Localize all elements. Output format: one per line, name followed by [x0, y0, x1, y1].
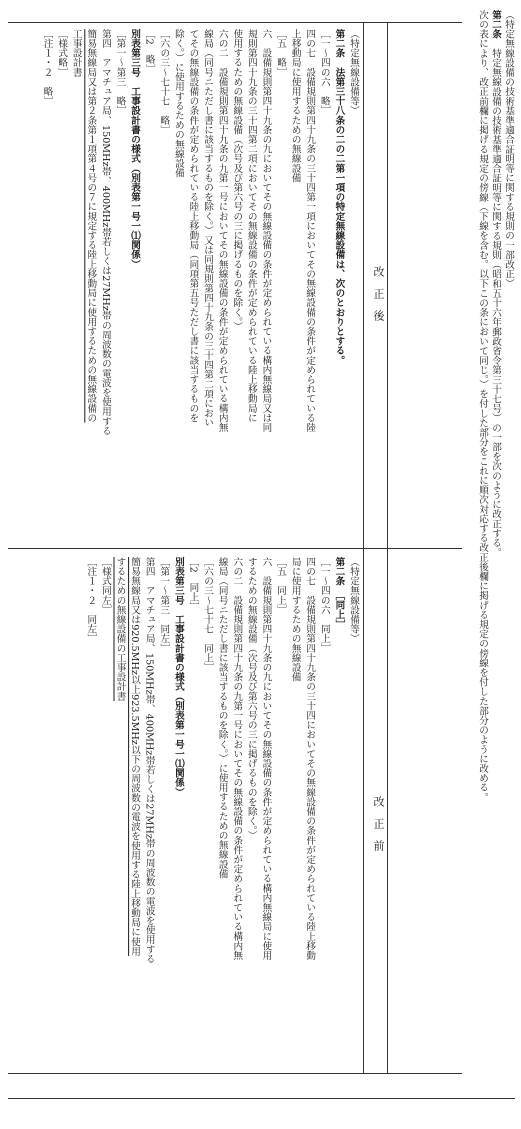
article-label: 第二条: [490, 10, 501, 39]
header-after: 改 正 後: [372, 265, 385, 321]
before-line: ［様式同左］: [99, 557, 111, 615]
before-column: [8, 557, 360, 1065]
after-line: ［六の三〜七十七 略］: [158, 29, 170, 135]
after-line: 簡易無線局又は第２条第１項第４号の７に規定する陸上移動局に使用するための無線設備の: [85, 29, 97, 423]
before-line: 四の七 設備規則第四十九条の三十四においてその無線設備の条件が定められている陸上移動: [304, 557, 316, 961]
intro-article: [489, 10, 502, 1070]
after-line: 工事設計書: [70, 29, 82, 77]
after-line: てその無線設備の条件が定められている陸上移動局（同項第五号ただし書に該当するものを: [187, 29, 199, 423]
page-bottom-rule: [8, 1098, 515, 1099]
intro-block: [459, 10, 515, 1070]
after-line: ［五 略］: [275, 29, 287, 77]
after-line: ［様式略］: [56, 29, 68, 77]
intro-instruction: 次の表により、改正前欄に掲げる規定の傍線（下線を含む。以下この条において同じ。）を付した部分をこれに順次対応する改正後欄に掲げる規定の傍線を付した部分のように改める。: [477, 10, 488, 802]
after-line: 上移動局に使用するための無線設備: [289, 29, 301, 183]
before-line: 局に使用するための無線設備: [289, 557, 301, 682]
before-line: するための無線設備の工事設計書: [114, 557, 126, 701]
before-line: 簡易無線局又は920.5MHz以上923.5MHz以下の周波数の電波を使用する陸上移動局に使用: [129, 557, 141, 957]
after-line: ［2 略］: [143, 29, 155, 74]
before-line: するための無線設備（次号及び第六号の三に掲げるものを除く。）: [245, 557, 257, 841]
before-line: 第四 アマチュア局、150MHz帯、400MHz帯若しくは27MHz帯の周波数の電波を使用する: [143, 557, 155, 964]
after-line: 除く。）に使用するための無線設備: [172, 29, 184, 178]
after-line: （特定無線設備等）: [348, 29, 359, 116]
before-line: 六の二 設備規則第四十九条の九第一号においてその無線設備の条件が定められている構内無: [231, 557, 243, 961]
before-line: ［注１・２ 同左］: [85, 557, 97, 644]
after-line: 使用するための無線設備（次号及び第六号の三に掲げるものを除く。）: [231, 29, 243, 332]
header-before: 改 正 前: [372, 795, 385, 851]
after-column: [8, 29, 360, 541]
row-divider: [8, 548, 462, 549]
after-line: ［一〜四の六 略］: [318, 29, 330, 116]
before-line: ［五 同上］: [275, 557, 287, 615]
before-line: ［第一〜第三 同左］: [158, 557, 170, 653]
before-line: 別表第三号 工事設計書の様式（別表第一号一⑴関係）: [172, 557, 184, 797]
after-line: 第二条 法第三十八条の二の二第一項の特定無線設備は、次のとおりとする。: [333, 29, 345, 365]
after-line: 六の二 設備規則第四十九条の九第一号においてその無線設備の条件が定められている構内無: [216, 29, 228, 433]
before-line: （特定無線設備等）: [348, 557, 359, 644]
before-line: 第二条 ［同上］: [333, 557, 345, 629]
article-text: 特定無線設備の技術基準適合証明等に関する規則（昭和五十六年郵政省令第三十七号）の一部を次のように改正する。: [490, 38, 501, 558]
after-line: 四の七 設備規則第四十九条の三十四第一項においてその無線設備の条件が定められている陸: [304, 29, 316, 433]
after-line: ［注１・２ 略］: [41, 29, 53, 106]
comparison-table: [8, 22, 462, 1074]
after-line: ［第一〜第三 略］: [114, 29, 126, 116]
before-line: 六 設備規則第四十九条の九においてその無線設備の条件が定められている構内無線局に使用: [260, 557, 272, 961]
after-line: 六 設備規則第四十九条の九においてその無線設備の条件が定められている構内無線局又は同: [260, 29, 272, 433]
before-line: ［六の三〜七十七 同上］: [202, 557, 214, 673]
intro-heading: （特定無線設備の技術基準適合証明等に関する規則の一部改正）: [503, 10, 514, 289]
after-line: 線局（同号ニただし書に該当するものを除く。）又は同規則第四十九条の三十四第二項におい: [202, 29, 214, 428]
before-line: ［2 同上］: [187, 557, 199, 612]
after-line: 別表第三号 工事設計書の様式（別表第一号一⑴関係）: [129, 29, 141, 269]
after-line: 規則第四十九条の三十四第二項においてその無線設備の条件が定められている陸上移動局に: [245, 29, 257, 423]
before-line: 線局（同号ニただし書に該当するものを除く。）に使用するための無線設備: [216, 557, 228, 879]
before-line: ［一〜四の六 同上］: [318, 557, 330, 653]
after-line: 第四 アマチュア局、150MHz帯、400MHz帯若しくは27MHz帯の周波数の電波を使用する: [99, 29, 111, 436]
